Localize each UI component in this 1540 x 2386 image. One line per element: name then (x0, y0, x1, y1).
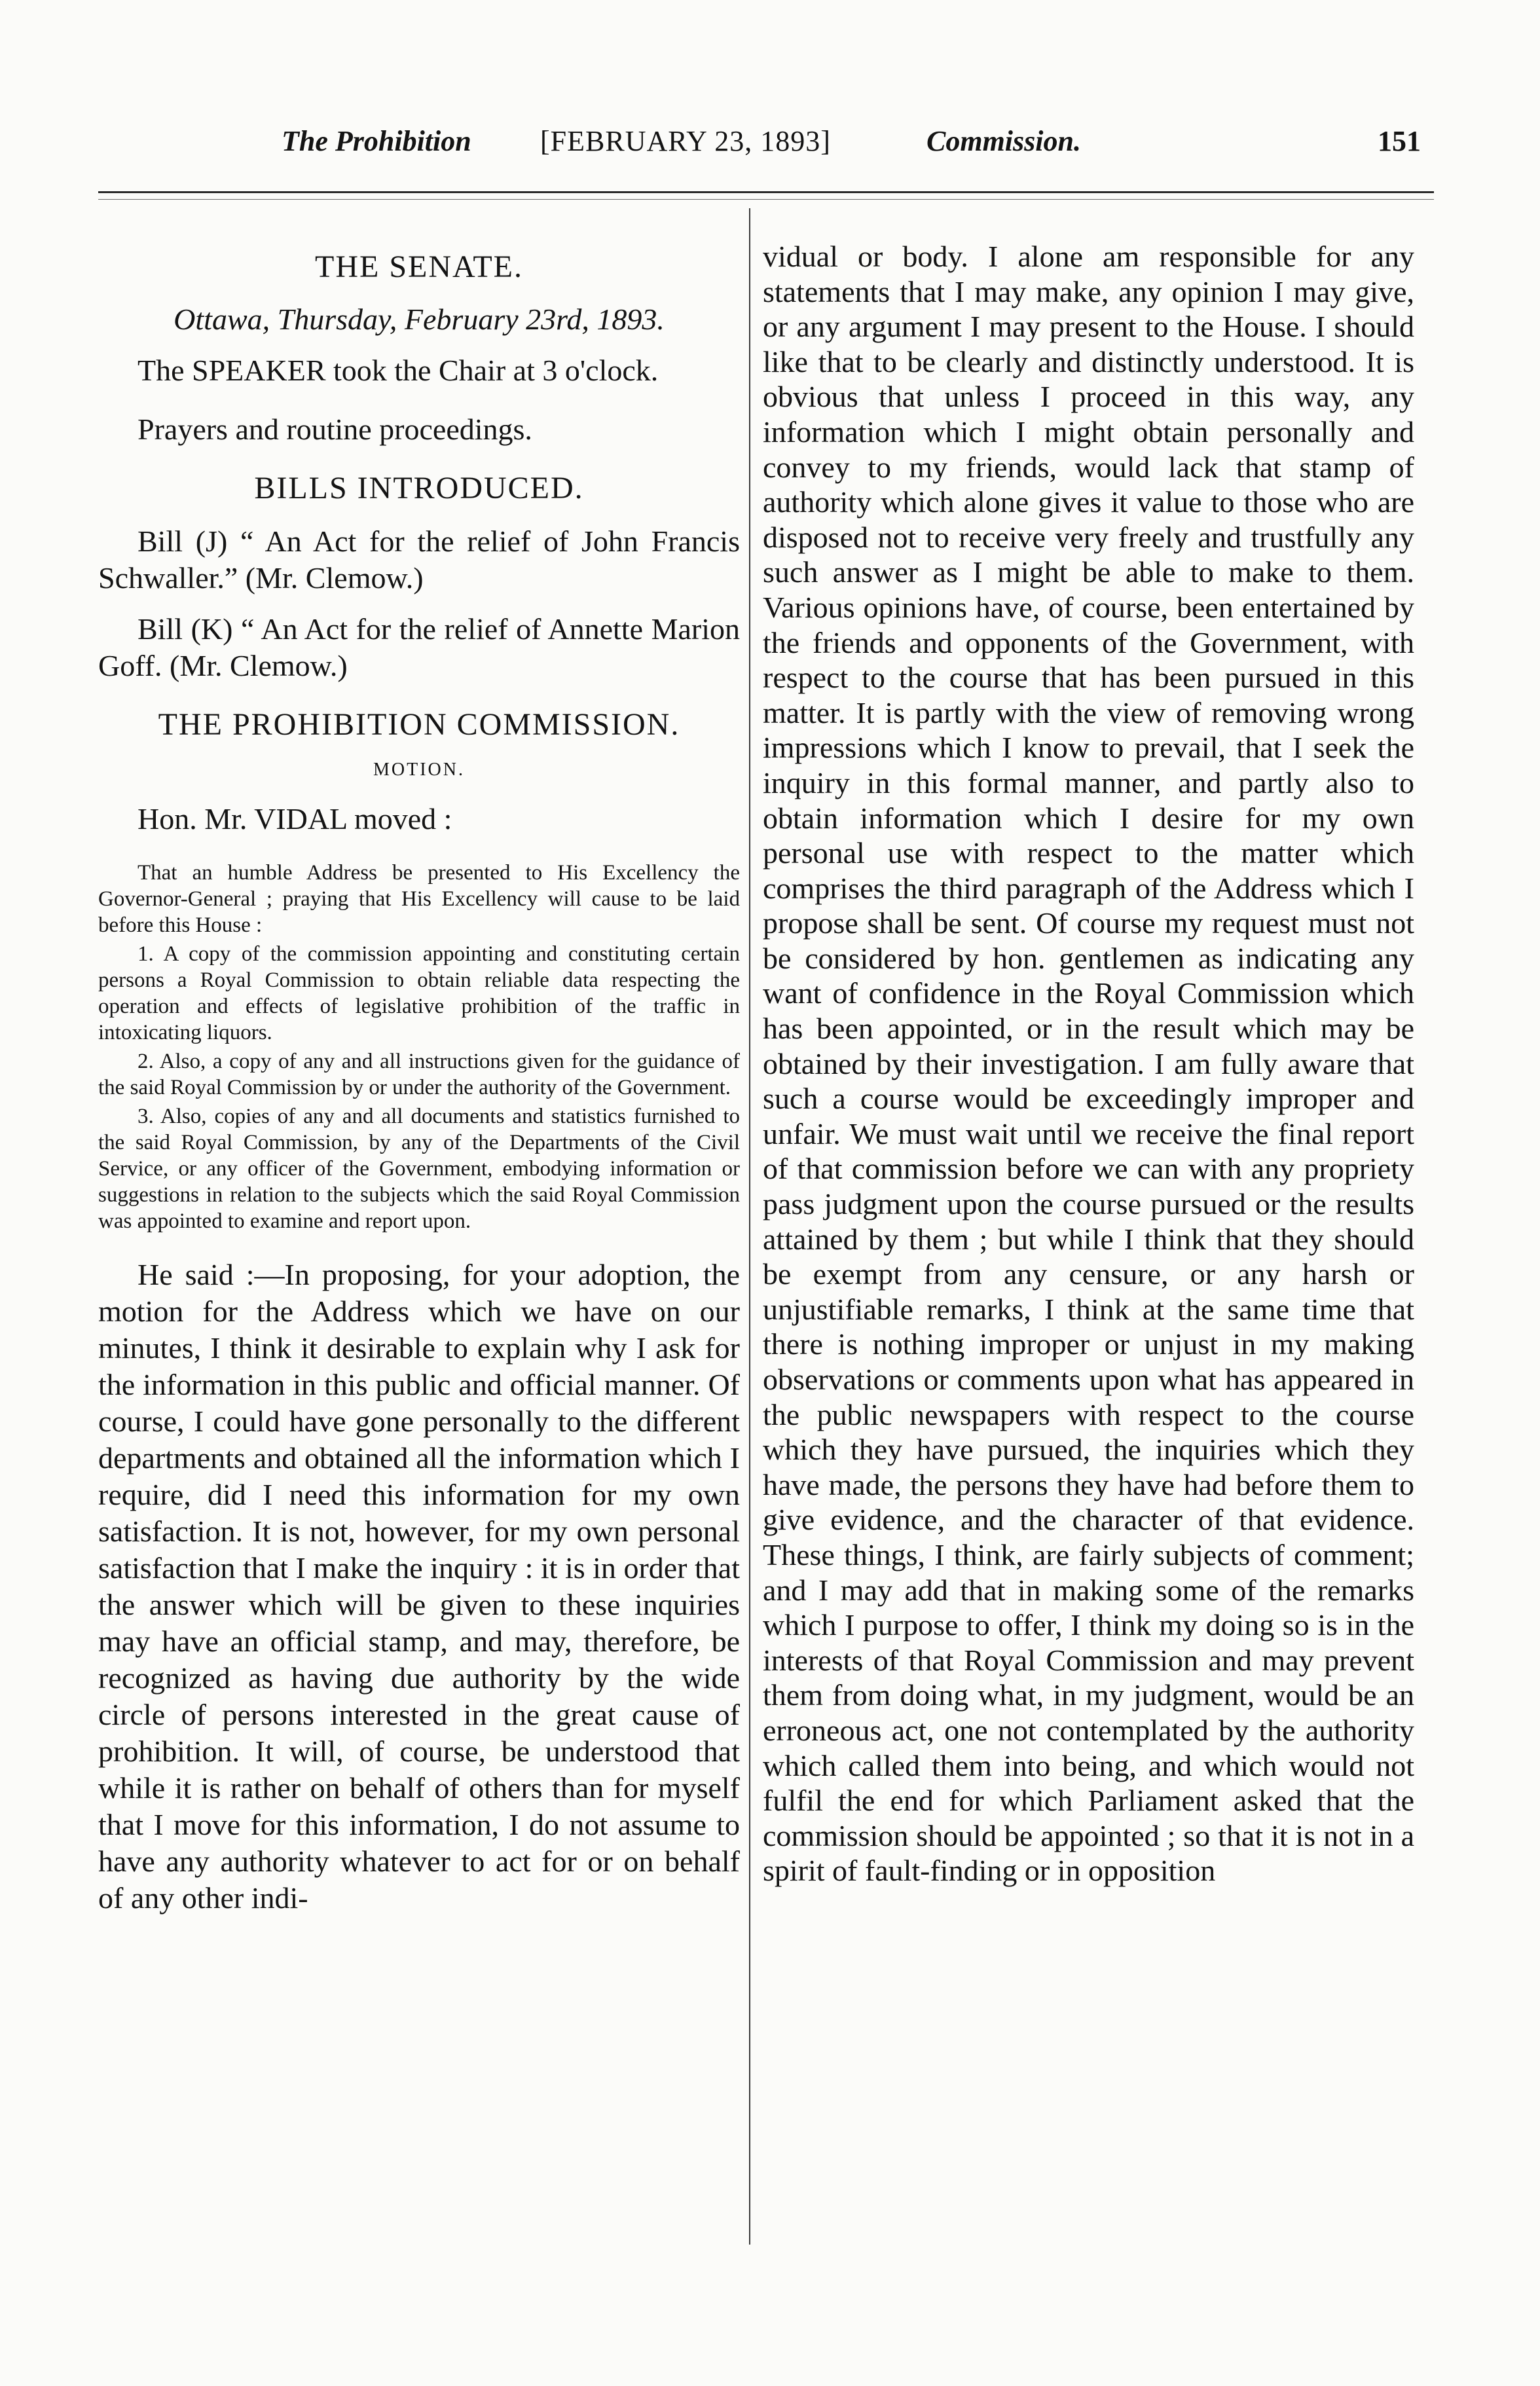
bills-heading: BILLS INTRODUCED. (254, 471, 584, 505)
motion-item-3: 3. Also, copies of any and all documents and statistics furnished to the said Royal Commission, by any of the Departments of the Civil Service, or any officer of the Government, embodying information or suggestions in relation to the subjects which the said Royal Commission was appointed to examine and report upon. (98, 1105, 740, 1233)
left-column (98, 249, 740, 1917)
column-divider (749, 208, 750, 2245)
running-header (282, 124, 1421, 170)
motion-label: MOTION. (373, 760, 465, 780)
speaker-paragraph: The SPEAKER took the Chair at 3 o'clock. (138, 354, 659, 387)
address-intro: That an humble Address be presented to His Excellency the Governor-General ; praying that His Excellency will cause to be laid before this House : (98, 861, 740, 937)
header-rule (98, 191, 1434, 193)
speech-continued: vidual or body. I alone am responsible for any statements that I may make, any opinion I may give, or any argument I may present to the House. I should like that to be clearly and distinctly understood. It is obvious that unless I proceed in this way, any information which I might obtain personally and convey to my friends, would lack that stamp of authority which alone gives it value to those who are disposed not to receive very freely and trustfully any such answer as I might be able to make to them. Various opinions have, of course, been entertained by the friends and opponents of the Government, with respect to the course that has been pursued in this matter. It is partly with the view of removing wrong impressions which I know to prevail, that I seek the inquiry in this formal manner, and partly also to obtain information which I desire for my own personal use with respect to the matter which comprises the third paragraph of the Address which I propose shall be sent. Of course my request must not be considered by hon. gentlemen as indicating any want of confidence in the Royal Commission which has been appointed, or in the result which may be obtained by their investigation. I am fully aware that such a course would be exceedingly improper and unfair. We must wait until we receive the final report of that commission before we can with any propriety pass judgment upon the course pursued or the results attained by them ; but while I think that they should be exempt from any censure, or any harsh or unjustifiable remarks, I think at the same time that there is nothing improper or unjust in my making observations or comments upon what has appeared in the public newspapers with respect to the course which they have pursued, the inquiries which they have made, the persons they have had before them to give evidence, and the character of that evidence. These things, I think, are fairly subjects of comment; and I may add that in making some of the remarks which I purpose to offer, I think my doing so is in the interests of that Royal Commission and may prevent them from doing what, in my judgment, would be an erroneous act, one not contemplated by the authority which called them into being, and which would not fulfil the end for which Parliament asked that the commission should be appointed ; so that it is not in a spirit of fault-finding or in opposition (763, 240, 1414, 1888)
moved-by-line: Hon. Mr. VIDAL moved : (138, 802, 452, 835)
senate-heading: THE SENATE. (315, 249, 523, 284)
page-number: 151 (1378, 125, 1421, 157)
motion-text (98, 860, 740, 1234)
bill-j-paragraph: Bill (J) “ An Act for the relief of John Francis Schwaller.” (Mr. Clemow.) (98, 524, 740, 595)
header-date: [FEBRUARY 23, 1893] (540, 125, 831, 157)
speech-paragraph: He said :—In proposing, for your adoption, the motion for the Address which we have on our minutes, I think it desirable to explain why I ask for the information in this public and official manner. Of course, I could have gone personally to the different departments and obtained all the information which I require, did I need this information for my own satisfaction. It is not, however, for my own personal satisfaction that I make the inquiry : it is in order that the answer which will be given to these inquiries may have an official stamp, and may, therefore, be recognized as having due authority by the wide circle of persons interested in the great cause of prohibition. It will, of course, be understood that while it is rather on behalf of others than for myself that I move for this information, I do not assume to have any authority whatever to act for or on behalf of any other indi- (98, 1258, 740, 1915)
motion-item-1: 1. A copy of the commission appointing and constituting certain persons a Royal Commission to obtain reliable data respecting the operation and effects of legislative prohibition of the traffic in intoxicating liquors. (98, 942, 740, 1044)
sitting-date: Ottawa, Thursday, February 23rd, 1893. (174, 303, 665, 336)
bill-k-paragraph: Bill (K) “ An Act for the relief of Annette Marion Goff. (Mr. Clemow.) (98, 612, 740, 682)
prayers-paragraph: Prayers and routine proceedings. (138, 413, 532, 446)
commission-heading: THE PROHIBITION COMMISSION. (158, 707, 680, 742)
motion-item-2: 2. Also, a copy of any and all instructions given for the guidance of the said Royal Commission by or under the authority of the Government. (98, 1050, 740, 1099)
header-commission: Commission. (926, 125, 1081, 157)
right-column (763, 239, 1414, 1888)
header-title: The Prohibition (282, 125, 471, 157)
header-rule-thin (98, 199, 1434, 200)
